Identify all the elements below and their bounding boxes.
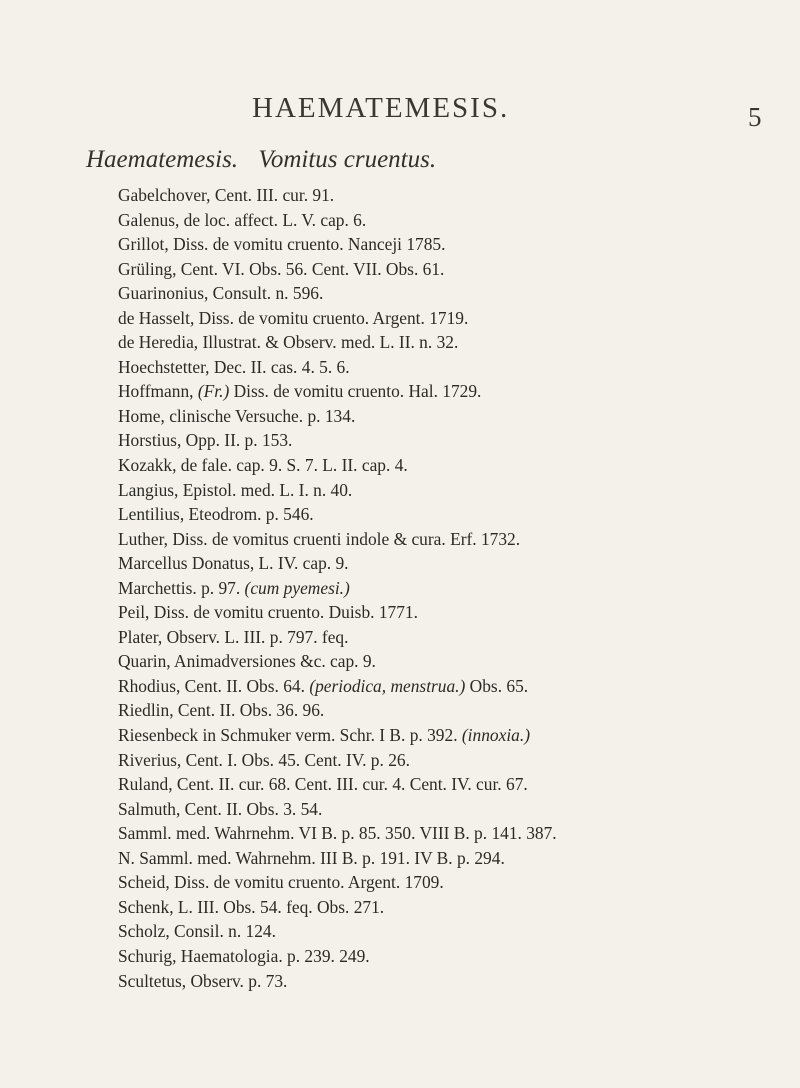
- bibliography-entry: [118, 698, 798, 723]
- running-head: HAEMATEMESIS.: [252, 92, 510, 124]
- entry-text: Quarin, Animadversiones &c. cap. 9.: [118, 651, 376, 672]
- entry-text: Hoechstetter, Dec. II. cas. 4. 5. 6.: [118, 356, 350, 377]
- bibliography-entry: [118, 306, 798, 331]
- bibliography-entry: [118, 551, 798, 576]
- bibliography-entry: [118, 649, 798, 674]
- entry-text: Gabelchover, Cent. III. cur. 91.: [118, 185, 335, 205]
- bibliography-entry: [118, 944, 798, 969]
- bibliography-entry: [118, 183, 798, 208]
- bibliography-entry: [118, 428, 798, 453]
- bibliography-entry: [118, 257, 798, 282]
- entry-text: Riedlin, Cent. II. Obs. 36. 96.: [118, 700, 325, 721]
- entry-text: Riesenbeck in Schmuker verm. Schr. I B. p. 392.: [118, 725, 462, 746]
- entry-text: de Heredia, Illustrat. & Observ. med. L. II. n. 32.: [118, 332, 459, 353]
- bibliography-entry: [118, 797, 798, 822]
- bibliography-entry: [118, 748, 798, 773]
- bibliography-entry: [118, 846, 798, 871]
- entry-text: Grüling, Cent. VI. Obs. 56. Cent. VII. Obs. 61.: [118, 258, 445, 279]
- entry-note: (Fr.): [197, 381, 230, 402]
- entry-note: (periodica, menstrua.): [309, 675, 466, 696]
- entry-text: Samml. med. Wahrnehm. VI B. p. 85. 350. VIII B. p. 141. 387.: [118, 823, 557, 844]
- bibliography-entry: [118, 379, 798, 404]
- bibliography-entry: [118, 355, 798, 380]
- bibliography-entry: [118, 281, 798, 306]
- entry-text: de Hasselt, Diss. de vomitu cruento. Argent. 1719.: [118, 307, 469, 328]
- bibliography-entry: [118, 969, 798, 994]
- bibliography-entry: [118, 821, 798, 846]
- bibliography-entry: [118, 576, 798, 601]
- entry-text-continued: Diss. de vomitu cruento. Hal. 1729.: [229, 381, 482, 402]
- bibliography-entry: [118, 870, 798, 895]
- entry-text: N. Samml. med. Wahrnehm. III B. p. 191. IV B. p. 294.: [118, 847, 505, 868]
- entry-text: Guarinonius, Consult. n. 596.: [118, 283, 324, 304]
- bibliography-entry: [118, 625, 798, 650]
- entry-text: Rhodius, Cent. II. Obs. 64.: [118, 675, 310, 696]
- entry-text: Schenk, L. III. Obs. 54. feq. Obs. 271.: [118, 896, 385, 917]
- section-title-synonym: Vomitus cruentus.: [258, 146, 437, 173]
- bibliography-entry: [118, 895, 798, 920]
- bibliography-entry: [118, 404, 798, 429]
- entry-text: Riverius, Cent. I. Obs. 45. Cent. IV. p. 26.: [118, 749, 410, 770]
- section-title: [86, 146, 450, 174]
- entry-text: Scholz, Consil. n. 124.: [118, 921, 276, 942]
- bibliography-entry: [118, 453, 798, 478]
- entry-text: Schurig, Haematologia. p. 239. 249.: [118, 945, 370, 966]
- entry-text: Luther, Diss. de vomitus cruenti indole & cura. Erf. 1732.: [118, 528, 521, 549]
- entry-text: Home, clinische Versuche. p. 134.: [118, 405, 356, 426]
- bibliography-entry: [118, 502, 798, 527]
- bibliography-entry: [118, 772, 798, 797]
- entry-text-continued: Obs. 65.: [465, 675, 529, 696]
- page-header: [0, 92, 800, 132]
- entry-text: Marcellus Donatus, L. IV. cap. 9.: [118, 553, 349, 574]
- bibliography-entry: [118, 232, 798, 257]
- entry-text: Galenus, de loc. affect. L. V. cap. 6.: [118, 209, 367, 230]
- entry-text: Scheid, Diss. de vomitu cruento. Argent. 1709.: [118, 872, 444, 893]
- bibliography-entry: [118, 208, 798, 233]
- bibliography-entry: [118, 478, 798, 503]
- entry-text: Langius, Epistol. med. L. I. n. 40.: [118, 479, 353, 500]
- entry-note: (cum pyemesi.): [244, 577, 350, 598]
- entry-note: (innoxia.): [461, 725, 530, 746]
- bibliography-entry: [118, 527, 798, 552]
- entry-text: Peil, Diss. de vomitu cruento. Duisb. 1771.: [118, 602, 418, 623]
- bibliography-entry: [118, 330, 798, 355]
- entry-text: Grillot, Diss. de vomitu cruento. Nanceji 1785.: [118, 234, 446, 255]
- entry-text: Scultetus, Observ. p. 73.: [118, 970, 288, 991]
- entry-text: Horstius, Opp. II. p. 153.: [118, 430, 293, 451]
- entry-text: Plater, Observ. L. III. p. 797. feq.: [118, 626, 349, 647]
- page-number: 5: [748, 102, 762, 132]
- bibliography-list: [118, 183, 798, 993]
- bibliography-entry: [118, 723, 798, 748]
- entry-text: Lentilius, Eteodrom. p. 546.: [118, 504, 314, 525]
- bibliography-entry: [118, 919, 798, 944]
- entry-text: Kozakk, de fale. cap. 9. S. 7. L. II. cap. 4.: [118, 455, 408, 476]
- entry-text: Ruland, Cent. II. cur. 68. Cent. III. cur. 4. Cent. IV. cur. 67.: [118, 774, 528, 795]
- entry-text: Hoffmann,: [118, 381, 198, 402]
- bibliography-entry: [118, 674, 798, 699]
- section-title-main: Haematemesis.: [86, 146, 239, 173]
- entry-text: Salmuth, Cent. II. Obs. 3. 54.: [118, 798, 323, 819]
- bibliography-entry: [118, 600, 798, 625]
- entry-text: Marchettis. p. 97.: [118, 577, 245, 598]
